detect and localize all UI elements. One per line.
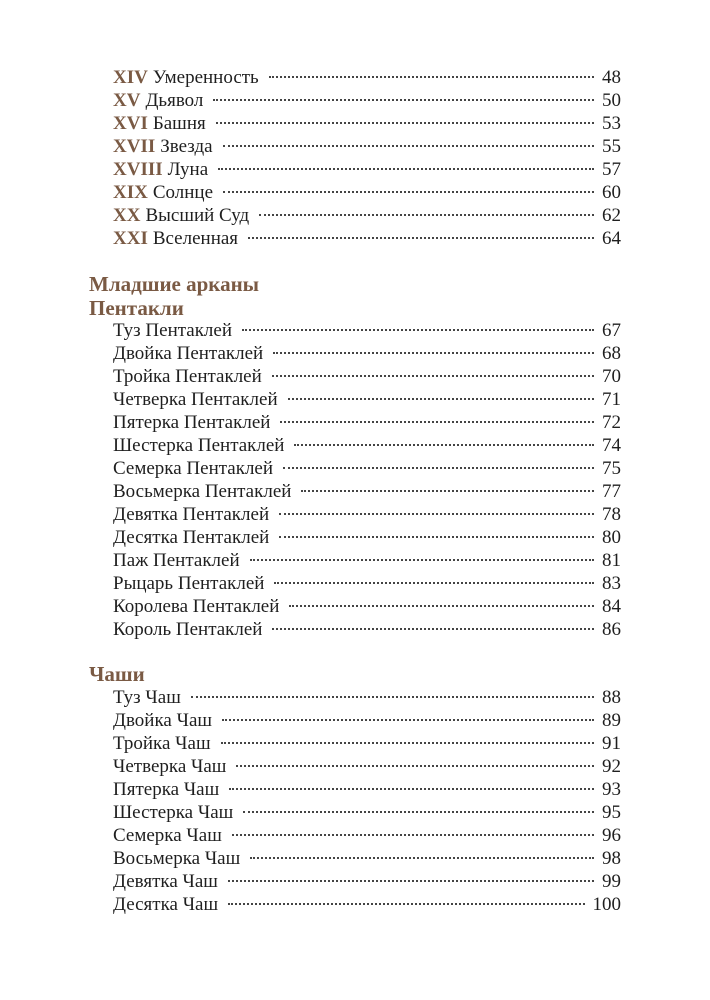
entry-title: Звезда [160,136,213,157]
page-number: 77 [602,481,621,502]
entry-title: Десятка Чаш [113,894,219,915]
page-number: 64 [602,228,621,249]
page-number: 92 [602,756,621,777]
toc-entry[interactable] [113,388,621,411]
entry-title: Луна [167,159,209,180]
page-number: 89 [602,710,621,731]
page-number: 78 [602,504,621,525]
dot-leader [223,145,594,147]
entry-title: Девятка Чаш [113,871,218,892]
page-number: 83 [602,573,621,594]
toc-entry[interactable] [113,112,621,135]
toc-entry[interactable] [113,595,621,618]
toc-entry[interactable] [113,503,621,526]
entry-title: Башня [152,113,206,134]
roman-numeral: XIX [113,182,148,203]
dot-leader [232,834,594,836]
entry-title: Туз Чаш [113,687,181,708]
page-number: 74 [602,435,621,456]
entry-title: Тройка Пентаклей [113,366,262,387]
entry-title: Солнце [152,182,214,203]
roman-numeral: XVII [113,136,156,157]
toc-entry[interactable] [113,778,621,801]
dot-leader [191,696,594,698]
entry-title: Восьмерка Чаш [113,848,241,869]
entry-title: Умеренность [152,67,259,88]
roman-numeral: XXI [113,228,148,249]
dot-leader [213,99,594,101]
toc-entry[interactable] [113,319,621,342]
entry-title: Четверка Пентаклей [113,389,278,410]
toc-entry[interactable] [113,227,621,250]
roman-numeral: XX [113,205,141,226]
dot-leader [274,582,594,584]
page-number: 100 [592,894,621,915]
entry-title: Девятка Пентаклей [113,504,270,525]
toc-entry[interactable] [113,755,621,778]
entry-title: Шестерка Пентаклей [113,435,285,456]
toc-entry[interactable] [113,411,621,434]
entry-title: Король Пентаклей [113,619,263,640]
dot-leader [283,467,594,469]
toc-entry[interactable] [113,824,621,847]
entry-title: Тройка Чаш [113,733,211,754]
toc-entry[interactable] [113,434,621,457]
roman-numeral: XVI [113,113,148,134]
page-number: 62 [602,205,621,226]
entry-title: Четверка Чаш [113,756,227,777]
dot-leader [279,513,594,515]
dot-leader [242,329,594,331]
entry-title: Семерка Пентаклей [113,458,274,479]
entry-title: Восьмерка Пентаклей [113,481,292,502]
roman-numeral: XV [113,90,141,111]
dot-leader [273,352,594,354]
dot-leader [222,719,594,721]
page-number: 60 [602,182,621,203]
roman-numeral: XVIII [113,159,163,180]
toc-entry[interactable] [113,732,621,755]
dot-leader [250,559,594,561]
dot-leader [223,191,594,193]
dot-leader [236,765,594,767]
page-number: 48 [602,67,621,88]
page-number: 57 [602,159,621,180]
toc-entry[interactable] [113,686,621,709]
dot-leader [229,788,594,790]
toc-entry[interactable] [113,618,621,641]
toc-entry[interactable] [113,801,621,824]
dot-leader [250,857,594,859]
toc-entry[interactable] [113,870,621,893]
dot-leader [301,490,594,492]
page-number: 96 [602,825,621,846]
page-number: 53 [602,113,621,134]
roman-numeral: XIV [113,67,148,88]
dot-leader [259,214,594,216]
minor-arcana-heading: Младшие арканы [89,272,260,296]
dot-leader [269,76,594,78]
dot-leader [218,168,594,170]
page-number: 55 [602,136,621,157]
entry-title: Пятерка Чаш [113,779,220,800]
toc-entry[interactable] [113,181,621,204]
page-number: 98 [602,848,621,869]
page-number: 67 [602,320,621,341]
page-number: 72 [602,412,621,433]
dot-leader [272,375,594,377]
cups-heading: Чаши [89,662,145,686]
entry-title: Вселенная [152,228,239,249]
page-number: 84 [602,596,621,617]
page-number: 99 [602,871,621,892]
dot-leader [294,444,594,446]
page-number: 95 [602,802,621,823]
dot-leader [216,122,594,124]
page-number: 80 [602,527,621,548]
dot-leader [280,421,594,423]
page-number: 81 [602,550,621,571]
toc-entry[interactable] [113,480,621,503]
dot-leader [279,536,594,538]
page-number: 88 [602,687,621,708]
entry-title: Семерка Чаш [113,825,222,846]
dot-leader [221,742,594,744]
page-number: 93 [602,779,621,800]
toc-entry[interactable] [113,135,621,158]
toc-entry[interactable] [113,549,621,572]
entry-title: Пятерка Пентаклей [113,412,271,433]
toc-entry[interactable] [113,572,621,595]
dot-leader [228,880,594,882]
toc-entry[interactable] [113,365,621,388]
entry-title: Дьявол [145,90,204,111]
pentacles-heading: Пентакли [89,296,184,320]
dot-leader [289,605,594,607]
entry-title: Шестерка Чаш [113,802,234,823]
toc-entry[interactable] [113,847,621,870]
dot-leader [248,237,594,239]
entry-title: Десятка Пентаклей [113,527,270,548]
page-number: 91 [602,733,621,754]
page-number: 71 [602,389,621,410]
page-number: 68 [602,343,621,364]
entry-title: Рыцарь Пентаклей [113,573,265,594]
entry-title: Паж Пентаклей [113,550,240,571]
page-number: 75 [602,458,621,479]
page-number: 86 [602,619,621,640]
entry-title: Двойка Чаш [113,710,213,731]
toc-entry[interactable] [113,709,621,732]
dot-leader [243,811,594,813]
dot-leader [288,398,594,400]
entry-title: Двойка Пентаклей [113,343,264,364]
toc-entry[interactable] [113,342,621,365]
entry-title: Туз Пентаклей [113,320,233,341]
toc-entry[interactable] [113,66,621,89]
toc-entry[interactable] [113,204,621,227]
entry-title: Королева Пентаклей [113,596,280,617]
toc-entry[interactable] [113,526,621,549]
dot-leader [272,628,594,630]
toc-entry[interactable] [113,158,621,181]
page-number: 50 [602,90,621,111]
toc-entry[interactable] [113,457,621,480]
dot-leader [228,903,584,905]
entry-title: Высший Суд [145,205,250,226]
toc-entry[interactable] [113,89,621,112]
toc-entry[interactable] [113,893,621,916]
page-number: 70 [602,366,621,387]
